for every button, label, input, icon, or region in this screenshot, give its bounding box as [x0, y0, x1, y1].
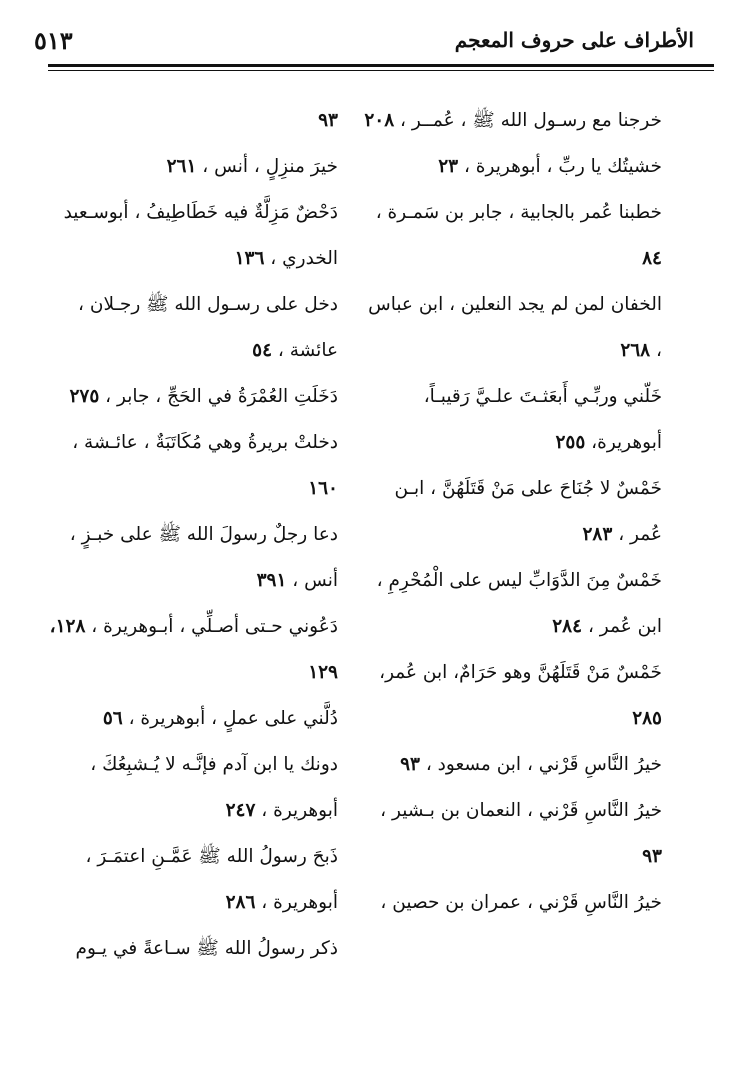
entry-text: دعا رجلٌ رسولَ الله ﷺ على خبـزٍ ، أنس ، — [69, 524, 338, 591]
entry-text: خَمْسٌ مِنَ الدَّوَابِّ ليس على الْمُحْرِمِ ، ابن عُمر ، — [376, 570, 662, 637]
index-entry — [362, 374, 662, 466]
entry-page-number: ٢٦١ — [166, 156, 197, 177]
index-entry — [362, 788, 662, 880]
entry-page-number: ٨٤ — [642, 248, 662, 269]
entry-page-number: ٩٣ — [400, 754, 420, 775]
entry-page-number: ٢٨٤ — [552, 616, 583, 637]
index-entry — [44, 604, 338, 696]
entry-page-number: ٢٤٧ — [225, 800, 256, 821]
right-column — [362, 98, 662, 926]
entry-text: خيرُ النَّاسِ قَرْني ، عمران بن حصين ، — [380, 892, 662, 913]
entry-page-number: ٥٤ — [252, 340, 273, 361]
entry-page-number: ٢٨٥ — [632, 708, 662, 729]
index-entry — [362, 466, 662, 558]
index-entry — [362, 98, 662, 144]
index-entry — [44, 190, 338, 282]
entry-page-number: ٢٥٥ — [555, 432, 586, 453]
header-rule-thick — [48, 64, 714, 67]
entry-text: دَعُوني حـتى أصـلِّي ، أبـوهريرة ، — [85, 616, 338, 637]
entry-text: خَلّني وربِّـي أَبعَثـتَ علـيَّ رَقيبـاً، أبوهريرة، — [423, 386, 662, 453]
entry-text: خرجنا مع رسـول الله ﷺ ، عُمــر ، — [400, 110, 662, 131]
entry-page-number: ٢٨٣ — [582, 524, 613, 545]
entry-text: خَمْسٌ لا جُنَاحَ على مَنْ قَتَلَهُنَّ ، ابـن عُمر ، — [394, 478, 662, 545]
index-entry — [44, 98, 338, 144]
index-entry — [44, 512, 338, 604]
entry-text: دخل على رسـول الله ﷺ رجـلان ، عائشة ، — [78, 294, 338, 361]
entry-page-number: ٢٠٨ — [364, 110, 395, 131]
entry-text: خيرَ منزِلٍ ، أنس ، — [196, 156, 338, 177]
index-entry — [44, 926, 338, 972]
entry-text: الخفان لمن لم يجد النعلين ، ابن عباس ، — [368, 294, 662, 361]
index-entry — [362, 190, 662, 282]
entry-page-number: ١٣٦ — [234, 248, 265, 269]
index-entry — [362, 558, 662, 650]
entry-page-number: ٩٣ — [642, 846, 662, 867]
entry-text: دُلَّني على عملٍ ، أبوهريرة ، — [122, 708, 338, 729]
left-column — [44, 98, 338, 972]
entry-text: دونك يا ابن آدم فإنَّـه لا يُـشبِعُكَ ، أبوهريرة ، — [90, 754, 338, 821]
entry-page-number: ٩٣ — [318, 110, 338, 131]
index-entry — [44, 834, 338, 926]
running-title: الأطراف على حروف المعجم — [454, 28, 694, 52]
entry-text: دَحْضٌ مَزِلَّةٌ فيه خَطَاطِيفُ ، أبوسـعيد الخدري ، — [63, 202, 338, 269]
index-entry — [362, 650, 662, 742]
index-entry — [362, 742, 662, 788]
entry-text: خطبنا عُمر بالجابية ، جابر بن سَمـرة ، — [375, 202, 662, 223]
page-number: ٥١٣ — [34, 26, 73, 55]
entry-text: خيرُ النَّاسِ قَرْني ، النعمان بن بـشير ، — [380, 800, 662, 821]
entry-text: ذَبحَ رسولُ الله ﷺ عَمَّـنِ اعتمَـرَ ، أبوهريرة ، — [85, 846, 338, 913]
entry-text: خيرُ النَّاسِ قَرْني ، ابن مسعود ، — [419, 754, 662, 775]
index-entry — [362, 282, 662, 374]
index-entry — [44, 374, 338, 420]
entry-page-number: ١٢٨، ١٢٩ — [49, 616, 338, 683]
entry-page-number: ٢٧٥ — [69, 386, 100, 407]
index-entry — [44, 696, 338, 742]
entry-text: دخلتْ بريرةُ وهي مُكَاتَبَةٌ ، عائـشة ، — [72, 432, 338, 453]
index-entry — [362, 880, 662, 926]
index-entry — [44, 144, 338, 190]
index-entry — [44, 282, 338, 374]
entry-page-number: ٢٣ — [438, 156, 459, 177]
index-entry — [44, 420, 338, 512]
page-header — [24, 26, 710, 62]
entry-page-number: ٥٦ — [102, 708, 123, 729]
entry-text: خشيتُك يا ربِّ ، أبوهريرة ، — [458, 156, 662, 177]
header-rule-thin — [48, 70, 714, 71]
entry-text: خَمْسٌ مَنْ قَتَلَهُنَّ وهو حَرَامٌ، ابن عُمر، — [379, 662, 662, 683]
entry-text: ذكر رسولُ الله ﷺ سـاعةً في يـوم — [75, 938, 338, 959]
entry-page-number: ٢٨٦ — [225, 892, 256, 913]
entry-text: دَخَلَتِ العُمْرَةُ في الحَجِّ ، جابر ، — [99, 386, 338, 407]
entry-page-number: ١٦٠ — [308, 478, 338, 499]
entry-page-number: ٢٦٨ — [620, 340, 651, 361]
index-entry — [362, 144, 662, 190]
entry-page-number: ٣٩١ — [256, 570, 287, 591]
index-entry — [44, 742, 338, 834]
